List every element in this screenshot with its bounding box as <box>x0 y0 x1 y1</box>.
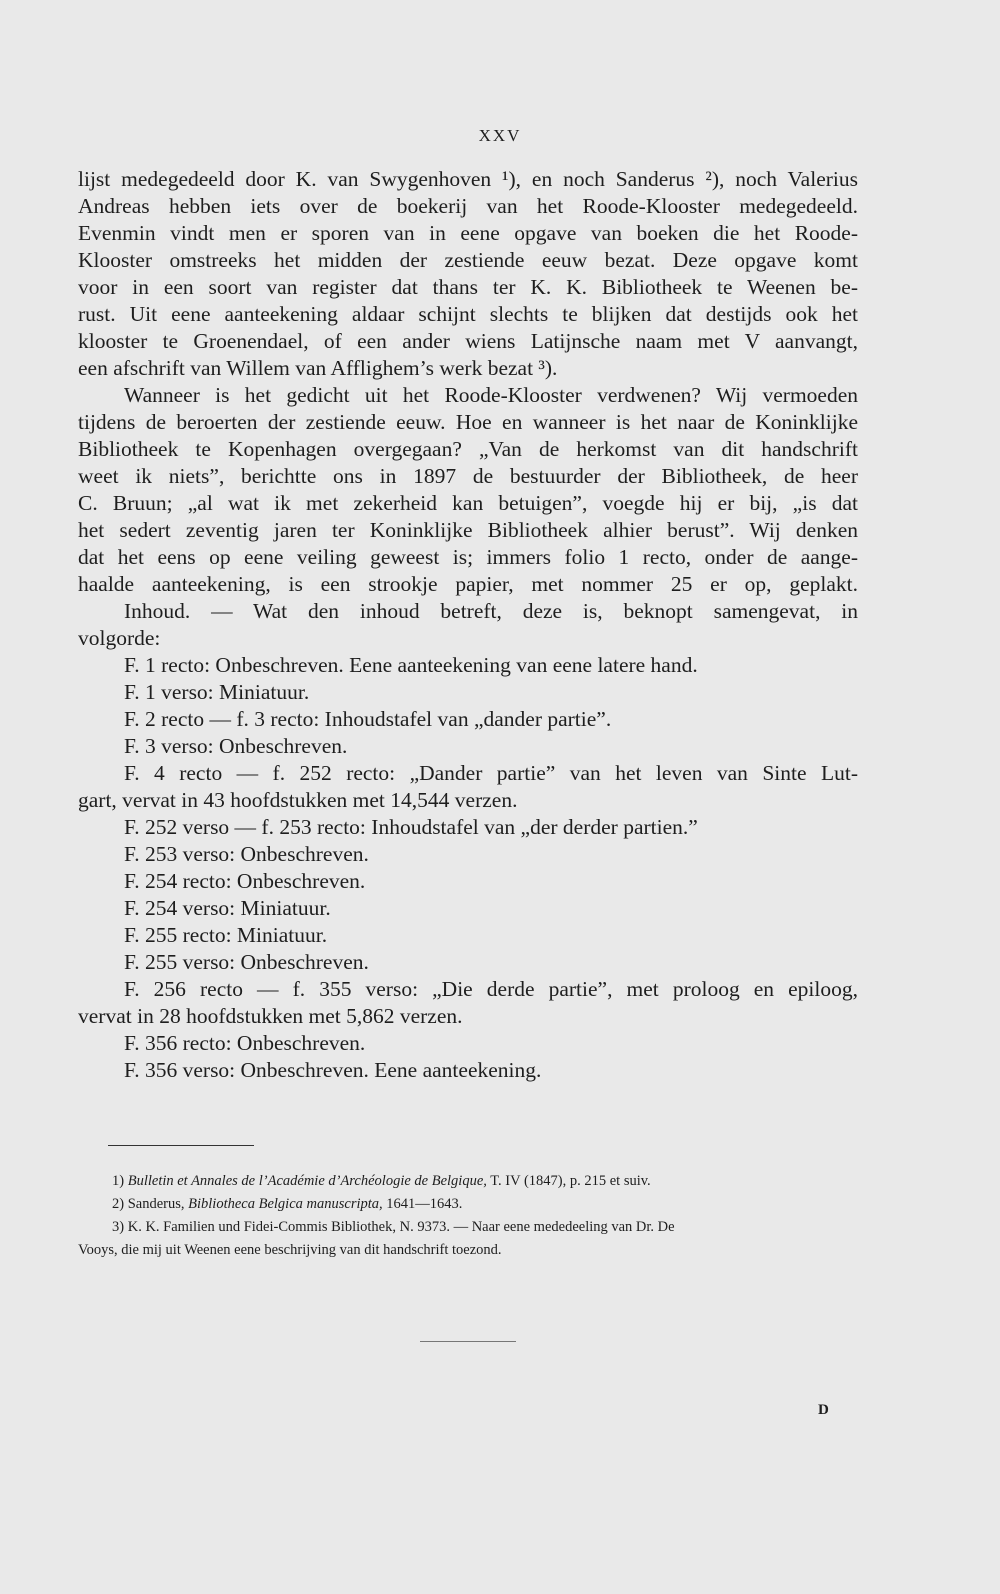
body-line: F. 3 verso: Onbeschreven. <box>124 734 348 758</box>
body-line: lijst medegedeeld door K. van Swygenhoven ¹), en noch Sanderus ²), noch Valerius <box>78 167 858 191</box>
body-line: F. 1 verso: Miniatuur. <box>124 680 310 704</box>
body-line: Inhoud. — Wat den inhoud betreft, deze is, beknopt samengevat, in <box>124 599 858 623</box>
footnote <box>78 1170 858 1193</box>
body-line: F. 253 verso: Onbeschreven. <box>124 842 369 866</box>
body-line: Wanneer is het gedicht uit het Roode-Klooster verdwenen? Wij vermoeden <box>124 383 858 407</box>
footnote-number: 3) <box>112 1219 125 1235</box>
body-line: haalde aanteekening, is een strookje papier, met nommer 25 er op, geplakt. <box>78 572 858 596</box>
body-line: vervat in 28 hoofdstukken met 5,862 verzen. <box>78 1004 463 1028</box>
footnote-number: 2) <box>112 1196 125 1212</box>
body-text <box>78 166 858 1084</box>
footnote <box>78 1216 858 1239</box>
body-line: F. 254 recto: Onbeschreven. <box>124 869 366 893</box>
body-line: het sedert zeventig jaren ter Koninklijke Bibliotheek alhier berust”. Wij denken <box>78 518 858 542</box>
body-line: weet ik niets”, berichtte ons in 1897 de bestuurder der Bibliotheek, de heer <box>78 464 858 488</box>
body-line: F. 256 recto — f. 355 verso: „Die derde partie”, met proloog en epiloog, <box>124 977 858 1001</box>
body-line: F. 255 recto: Miniatuur. <box>124 923 328 947</box>
body-line: volgorde: <box>78 626 161 650</box>
footnote-divider <box>108 1145 254 1146</box>
body-line: dat het eens op eene veiling geweest is; immers folio 1 recto, onder de aange- <box>78 545 858 569</box>
body-line: Evenmin vindt men er sporen van in eene opgave van boeken die het Roode- <box>78 221 858 245</box>
body-line: Klooster omstreeks het midden der zestiende eeuw bezat. Deze opgave komt <box>78 248 858 272</box>
footnote-title: Bulletin et Annales de l’Académie d’Archéologie de Belgique, <box>127 1173 487 1189</box>
body-line: F. 356 recto: Onbeschreven. <box>124 1031 366 1055</box>
body-line: F. 252 verso — f. 253 recto: Inhoudstafel van „der derder partien.” <box>124 815 698 839</box>
page-number: XXV <box>478 126 522 145</box>
body-line: rust. Uit eene aanteekening aldaar schijnt slechts te blijken dat destijds ook het <box>78 302 858 326</box>
footnote-text: T. IV (1847), p. 215 et suiv. <box>486 1173 651 1189</box>
footnote-text: Vooys, die mij uit Weenen eene beschrijving van dit handschrift toezond. <box>78 1242 502 1258</box>
body-line: F. 2 recto — f. 3 recto: Inhoudstafel van „dander partie”. <box>124 707 612 731</box>
body-line: klooster te Groenendael, of een ander wiens Latijnsche naam met V aanvangt, <box>78 329 858 353</box>
body-line: F. 4 recto — f. 252 recto: „Dander partie” van het leven van Sinte Lut- <box>124 761 858 785</box>
body-line: een afschrift van Willem van Afflighem’s werk bezat ³). <box>78 356 558 380</box>
body-line: F. 255 verso: Onbeschreven. <box>124 950 369 974</box>
footnote-title: Bibliotheca Belgica manuscripta, <box>188 1196 383 1212</box>
footnote-prefix: Sanderus, <box>127 1196 189 1212</box>
footnote <box>78 1193 858 1216</box>
body-line: Andreas hebben iets over de boekerij van het Roode-Klooster medegedeeld. <box>78 194 858 218</box>
body-line: F. 1 recto: Onbeschreven. Eene aanteekening van eene latere hand. <box>124 653 698 677</box>
body-line: F. 356 verso: Onbeschreven. Eene aanteekening. <box>124 1058 542 1082</box>
body-line: voor in een soort van register dat thans ter K. K. Bibliotheek te Weenen be- <box>78 275 858 299</box>
footnote <box>78 1239 858 1262</box>
bottom-divider <box>420 1341 516 1342</box>
footnotes <box>78 1170 858 1262</box>
body-line: Bibliotheek te Kopenhagen overgegaan? „Van de herkomst van dit handschrift <box>78 437 858 461</box>
body-line: C. Bruun; „al wat ik met zekerheid kan betuigen”, voegde hij er bij, „is dat <box>78 491 858 515</box>
signature-mark: D <box>818 1402 829 1418</box>
footnote-text: 1641—1643. <box>382 1196 463 1212</box>
body-line: gart, vervat in 43 hoofdstukken met 14,544 verzen. <box>78 788 518 812</box>
body-line: F. 254 verso: Miniatuur. <box>124 896 331 920</box>
body-line: tijdens de beroerten der zestiende eeuw. Hoe en wanneer is het naar de Koninklijke <box>78 410 858 434</box>
footnote-number: 1) <box>112 1173 125 1189</box>
footnote-text: K. K. Familien und Fidei-Commis Bibliothek, N. 9373. — Naar eene mededeeling van Dr. De <box>127 1219 675 1235</box>
